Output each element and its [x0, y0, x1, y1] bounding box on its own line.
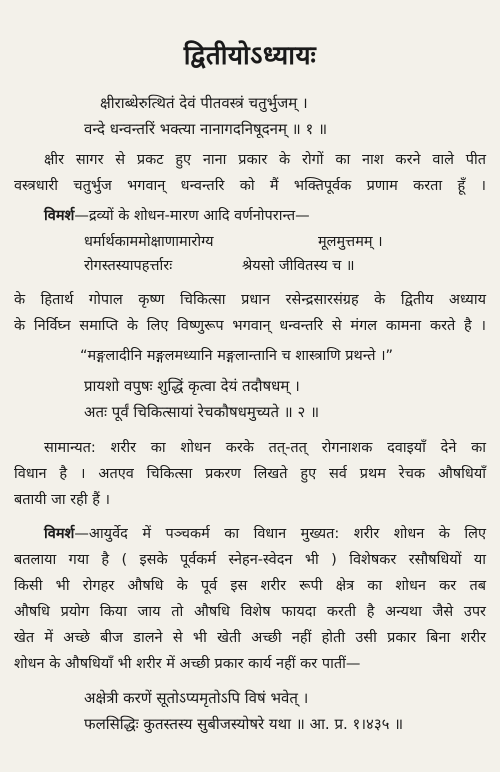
verse1-line2: वन्दे धन्वन्तरिं भक्त्या नानागदनिषूदनम् ॥ १ ॥ — [84, 120, 328, 138]
vimarsha2-label: विमर्श — [44, 526, 75, 542]
vimarsha2-line5: खेत में अच्छे बीज डालने से भी खेती अच्छी नहीं होती उसी प्रकार बिना शरीर — [14, 630, 486, 646]
vimarsha2-line1 — [44, 524, 486, 544]
samanya-line3: बतायी जा रही हैं । — [14, 492, 110, 508]
vimarsha2-line4: औषधि प्रयोग किया जाय तो औषधि विशेष फायदा करती है अन्यथा जैसे उपर — [14, 604, 486, 620]
para1-line2: के निर्विघ्न समाप्ति के लिए विष्णुरूप भगवान् धन्वन्तरि से मंगल कामना करते है । — [14, 318, 486, 334]
shloka-row1-left: धर्मार्थकाममोक्षाणामारोग्य — [84, 234, 214, 250]
vimarsha2-line6: शोधन के औषधियाँ भी शरीर में अच्छी प्रकार कार्य नहीं कर पातीं— — [14, 656, 361, 672]
vimarsha2-text1: —आयुर्वेद में पञ्चकर्म का विधान मुख्यत: शरीर शोधन के लिए — [74, 526, 486, 542]
vimarsha2-line3: किसी भी रोगहर औषधि के पूर्व इस शरीर रूपी क्षेत्र का शोधन कर तब — [14, 578, 486, 594]
chapter-title: द्वितीयोऽध्यायः — [183, 41, 317, 71]
verse3-line1: अक्षेत्री करणें सूतोऽप्यमृतोऽपि विषं भवेत् । — [84, 689, 309, 707]
shloka-row2-left: रोगस्तस्यापहर्त्तारः — [84, 258, 173, 274]
mangala-quote: “मङ्गलादीनि मङ्गलमध्यानि मङ्गलान्तानि च शास्त्राणि प्रथन्ते ।” — [80, 348, 394, 364]
verse2-line2: अतः पूर्वं चिकित्सायां रेचकौषधमुच्यते ॥ २ ॥ — [84, 403, 320, 421]
samanya-line2: विधान है । अतएव चिकित्सा प्रकरण लिखते हुए सर्व प्रथम रेचक औषधियाँ — [14, 466, 486, 482]
vimarsha1 — [44, 206, 310, 226]
shloka-row2-right: श्रेयसो जीवितस्य च ॥ — [242, 258, 355, 274]
translation1-line1: क्षीर सागर से प्रकट हुए नाना प्रकार के रोगों का नाश करने वाले पीत — [44, 152, 486, 168]
translation1-line2: वस्त्रधारी चतुर्भुज भगवान् धन्वन्तरि को मैं भक्तिपूर्वक प्रणाम करता हूँ । — [14, 178, 486, 194]
vimarsha1-text: —द्रव्यों के शोधन-मारण आदि वर्णनोपरान्त— — [74, 208, 310, 224]
vimarsha1-label: विमर्श — [44, 208, 75, 224]
vimarsha2-line2: बतलाया गया है ( इसके पूर्वकर्म स्नेहन-स्वेदन भी ) विशेषकर रसौषधियों या — [14, 552, 486, 568]
verse1-line1: क्षीराब्धेरुत्थितं देवं पीतवस्त्रं चतुर्भुजम् । — [100, 94, 308, 112]
verse2-line1: प्रायशो वपुषः शुद्धिं कृत्वा देयं तदौषधम् । — [84, 377, 300, 395]
para1-line1: के हितार्थ गोपाल कृष्ण चिकित्सा प्रधान रसेन्द्रसारसंग्रह के द्वितीय अध्याय — [14, 292, 486, 308]
samanya-line1: सामान्यत: शरीर का शोधन करके तत्-तत् रोगनाशक दवाइयाँ देने का — [44, 440, 486, 456]
shloka-row1-right: मूलमुत्तमम् । — [318, 234, 383, 250]
verse3-line2: फलसिद्धिः कुतस्तस्य सुबीजस्योषरे यथा ॥ आ. प्र. १।४३५ ॥ — [84, 715, 404, 733]
